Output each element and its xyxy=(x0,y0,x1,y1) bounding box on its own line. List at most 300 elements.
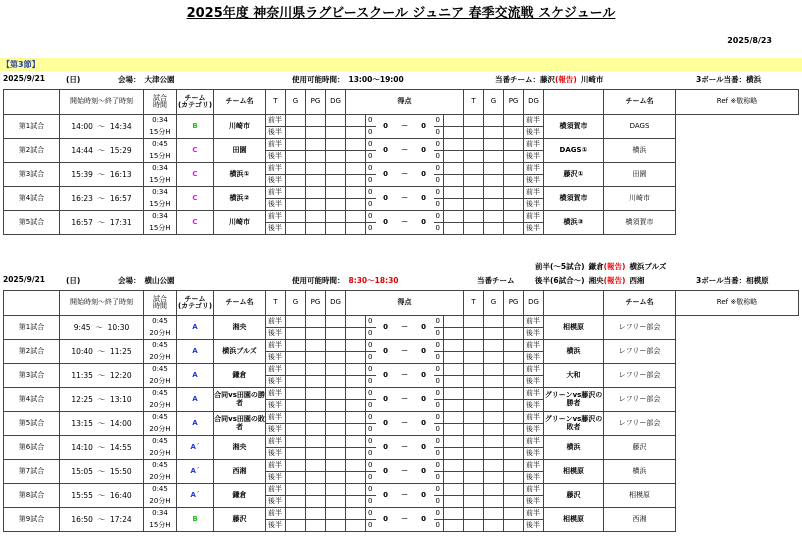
stat-cell xyxy=(326,352,346,364)
stat-cell xyxy=(326,211,346,223)
stat-cell xyxy=(484,328,504,340)
stat-cell xyxy=(326,316,346,328)
match-row xyxy=(4,364,799,376)
stat-cell xyxy=(346,484,366,496)
home-team: 横浜ブルズ xyxy=(214,340,266,364)
stat-cell xyxy=(346,139,366,151)
stat-cell xyxy=(484,115,504,127)
away-second-half-score: 0 xyxy=(434,223,444,235)
referee: 西湘 xyxy=(604,508,676,532)
away-first-half-score: 0 xyxy=(434,460,444,472)
first-half-label: 前半 xyxy=(266,436,286,448)
home-second-half-score: 0 xyxy=(366,448,376,460)
second-half-label: 後半 xyxy=(266,520,286,532)
stat-cell xyxy=(504,127,524,139)
second-half-label: 後半 xyxy=(266,175,286,187)
stat-cell xyxy=(504,424,524,436)
header-dg: DG xyxy=(326,291,346,316)
home-score: 0 xyxy=(376,460,396,484)
stat-cell xyxy=(326,520,346,532)
away-second-half-score: 0 xyxy=(434,175,444,187)
away-second-half-score: 0 xyxy=(434,376,444,388)
match-half-length: 15分H xyxy=(144,199,177,211)
stat-cell xyxy=(504,400,524,412)
score-dash: － xyxy=(396,388,414,412)
stat-cell xyxy=(444,139,464,151)
away-second-half-score: 0 xyxy=(434,448,444,460)
score-dash: － xyxy=(396,115,414,139)
match-number: 第7試合 xyxy=(4,460,60,484)
header-pg: PG xyxy=(504,90,524,115)
stat-cell xyxy=(464,151,484,163)
referee: レフリー部会 xyxy=(604,412,676,436)
home-first-half-score: 0 xyxy=(366,115,376,127)
second-half-label: 後半 xyxy=(266,424,286,436)
stat-cell xyxy=(306,199,326,211)
home-second-half-score: 0 xyxy=(366,352,376,364)
referee: レフリー部会 xyxy=(604,340,676,364)
stat-cell xyxy=(464,199,484,211)
match-number: 第8試合 xyxy=(4,484,60,508)
stat-cell xyxy=(346,436,366,448)
second-half-label: 後半 xyxy=(524,223,544,235)
first-half-label: 前半 xyxy=(524,412,544,424)
stat-cell xyxy=(346,352,366,364)
stat-cell xyxy=(484,187,504,199)
stat-cell xyxy=(326,163,346,175)
stat-cell xyxy=(504,223,524,235)
stat-cell xyxy=(286,520,306,532)
page-title: 2025年度 神奈川県ラグビースクール ジュニア 春季交流戦 スケジュール xyxy=(186,6,616,21)
stat-cell xyxy=(464,352,484,364)
away-first-half-score: 0 xyxy=(434,364,444,376)
home-score: 0 xyxy=(376,412,396,436)
stat-cell xyxy=(306,163,326,175)
match-row xyxy=(4,460,799,472)
stat-cell xyxy=(326,412,346,424)
stat-cell xyxy=(346,448,366,460)
stat-cell xyxy=(464,328,484,340)
match-time: 12:25 ～ 13:10 xyxy=(60,388,144,412)
match-half-length: 15分H xyxy=(144,223,177,235)
stat-cell xyxy=(306,127,326,139)
stat-cell xyxy=(484,163,504,175)
stat-cell xyxy=(286,448,306,460)
away-score: 0 xyxy=(414,508,434,532)
away-first-half-score: 0 xyxy=(434,508,444,520)
stat-cell xyxy=(444,400,464,412)
match-time: 15:55 ～ 16:40 xyxy=(60,484,144,508)
home-first-half-score: 0 xyxy=(366,187,376,199)
block1-duty: 当番チーム：藤沢(報告) 川崎市 xyxy=(495,75,604,84)
header-team-name: チーム名 xyxy=(604,90,676,115)
away-second-half-score: 0 xyxy=(434,328,444,340)
stat-cell xyxy=(326,139,346,151)
block1-day: (日) xyxy=(66,75,81,84)
stat-cell xyxy=(444,352,464,364)
away-team: 相模原 xyxy=(544,508,604,532)
schedule-table-2 xyxy=(3,290,799,532)
stat-cell xyxy=(346,400,366,412)
stat-cell xyxy=(326,376,346,388)
stat-cell xyxy=(464,448,484,460)
away-first-half-score: 0 xyxy=(434,412,444,424)
stat-cell xyxy=(286,328,306,340)
home-second-half-score: 0 xyxy=(366,199,376,211)
home-team: 鎌倉 xyxy=(214,484,266,508)
match-category: B xyxy=(177,115,214,139)
stat-cell xyxy=(484,460,504,472)
stat-cell xyxy=(464,484,484,496)
stat-cell xyxy=(346,115,366,127)
stat-cell xyxy=(346,211,366,223)
stat-cell xyxy=(306,376,326,388)
away-second-half-score: 0 xyxy=(434,424,444,436)
second-half-label: 後半 xyxy=(524,496,544,508)
match-row xyxy=(4,211,799,223)
header-duration: 試合 時間 xyxy=(144,90,177,115)
home-first-half-score: 0 xyxy=(366,388,376,400)
score-dash: － xyxy=(396,412,414,436)
stat-cell xyxy=(346,151,366,163)
second-half-label: 後半 xyxy=(524,520,544,532)
away-score: 0 xyxy=(414,115,434,139)
stat-cell xyxy=(484,472,504,484)
referee: レフリー部会 xyxy=(604,388,676,412)
home-team: 藤沢 xyxy=(214,508,266,532)
stat-cell xyxy=(504,316,524,328)
away-second-half-score: 0 xyxy=(434,472,444,484)
stat-cell xyxy=(484,436,504,448)
match-number: 第5試合 xyxy=(4,412,60,436)
stat-cell xyxy=(306,139,326,151)
stat-cell xyxy=(504,364,524,376)
first-half-label: 前半 xyxy=(524,508,544,520)
away-second-half-score: 0 xyxy=(434,127,444,139)
away-first-half-score: 0 xyxy=(434,340,444,352)
stat-cell xyxy=(444,211,464,223)
stat-cell xyxy=(484,175,504,187)
stat-cell xyxy=(306,151,326,163)
referee: 横浜 xyxy=(604,460,676,484)
stat-cell xyxy=(346,223,366,235)
stat-cell xyxy=(484,388,504,400)
score-dash: － xyxy=(396,364,414,388)
stat-cell xyxy=(306,187,326,199)
first-half-label: 前半 xyxy=(266,460,286,472)
stat-cell xyxy=(306,223,326,235)
away-first-half-score: 0 xyxy=(434,211,444,223)
match-half-length: 20分H xyxy=(144,328,177,340)
stat-cell xyxy=(286,139,306,151)
stat-cell xyxy=(484,364,504,376)
stat-cell xyxy=(504,115,524,127)
stat-cell xyxy=(504,484,524,496)
stat-cell xyxy=(444,115,464,127)
match-number: 第6試合 xyxy=(4,436,60,460)
first-half-label: 前半 xyxy=(266,412,286,424)
stat-cell xyxy=(306,388,326,400)
block1-ball-duty: 3ボール当番：横浜 xyxy=(696,75,762,84)
stat-cell xyxy=(464,115,484,127)
match-row xyxy=(4,508,799,520)
stat-cell xyxy=(464,340,484,352)
home-team: 田園 xyxy=(214,139,266,163)
match-time: 16:23 ～ 16:57 xyxy=(60,187,144,211)
stat-cell xyxy=(444,199,464,211)
stat-cell xyxy=(346,163,366,175)
away-score: 0 xyxy=(414,211,434,235)
stat-cell xyxy=(464,508,484,520)
second-half-label: 後半 xyxy=(524,127,544,139)
match-half-length: 20分H xyxy=(144,472,177,484)
referee: レフリー部会 xyxy=(604,316,676,340)
away-first-half-score: 0 xyxy=(434,187,444,199)
block1-hours: 使用可能時間： 13:00～19:00 xyxy=(292,75,404,84)
match-number: 第2試合 xyxy=(4,340,60,364)
stat-cell xyxy=(286,400,306,412)
away-second-half-score: 0 xyxy=(434,496,444,508)
header-t: T xyxy=(266,291,286,316)
stat-cell xyxy=(444,364,464,376)
match-category: A xyxy=(177,388,214,412)
match-row xyxy=(4,187,799,199)
away-team: 横浜 xyxy=(544,340,604,364)
stat-cell xyxy=(306,484,326,496)
home-team: 西湘 xyxy=(214,460,266,484)
match-time: 9:45 ～ 10:30 xyxy=(60,316,144,340)
stat-cell xyxy=(444,328,464,340)
home-first-half-score: 0 xyxy=(366,316,376,328)
home-second-half-score: 0 xyxy=(366,472,376,484)
second-half-label: 後半 xyxy=(266,352,286,364)
stat-cell xyxy=(326,127,346,139)
stat-cell xyxy=(464,520,484,532)
away-team: DAGS① xyxy=(544,139,604,163)
stat-cell xyxy=(326,508,346,520)
match-row xyxy=(4,412,799,424)
stat-cell xyxy=(504,151,524,163)
second-half-label: 後半 xyxy=(524,448,544,460)
home-team: 横浜② xyxy=(214,187,266,211)
stat-cell xyxy=(444,316,464,328)
stat-cell xyxy=(444,520,464,532)
stat-cell xyxy=(306,472,326,484)
away-team: 横浜 xyxy=(544,436,604,460)
stat-cell xyxy=(306,412,326,424)
match-number: 第3試合 xyxy=(4,163,60,187)
home-score: 0 xyxy=(376,163,396,187)
header-team-name: チーム名 xyxy=(214,90,266,115)
stat-cell xyxy=(346,508,366,520)
home-first-half-score: 0 xyxy=(366,412,376,424)
stat-cell xyxy=(484,484,504,496)
match-half-length: 15分H xyxy=(144,151,177,163)
stat-cell xyxy=(346,472,366,484)
match-number: 第1試合 xyxy=(4,316,60,340)
home-team: 横浜① xyxy=(214,163,266,187)
home-second-half-score: 0 xyxy=(366,496,376,508)
stat-cell xyxy=(286,199,306,211)
stat-cell xyxy=(286,376,306,388)
away-score: 0 xyxy=(414,163,434,187)
away-score: 0 xyxy=(414,484,434,508)
block2-ball-duty: 3ボール当番：相模原 xyxy=(696,276,769,285)
match-row xyxy=(4,316,799,328)
stat-cell xyxy=(444,388,464,400)
away-score: 0 xyxy=(414,187,434,211)
match-time: 11:35 ～ 12:20 xyxy=(60,364,144,388)
home-team: 川崎市 xyxy=(214,115,266,139)
stat-cell xyxy=(464,424,484,436)
stat-cell xyxy=(444,175,464,187)
stat-cell xyxy=(326,175,346,187)
stat-cell xyxy=(464,460,484,472)
home-team: 川崎市 xyxy=(214,211,266,235)
match-category: C xyxy=(177,187,214,211)
match-row xyxy=(4,163,799,175)
match-duration: 0:45 xyxy=(144,484,177,496)
stat-cell xyxy=(484,376,504,388)
match-category: C xyxy=(177,211,214,235)
header-g: G xyxy=(286,90,306,115)
match-number: 第5試合 xyxy=(4,211,60,235)
stat-cell xyxy=(326,460,346,472)
match-half-length: 15分H xyxy=(144,127,177,139)
home-second-half-score: 0 xyxy=(366,151,376,163)
header-team-name: チーム名 xyxy=(604,291,676,316)
away-score: 0 xyxy=(414,364,434,388)
home-first-half-score: 0 xyxy=(366,460,376,472)
away-first-half-score: 0 xyxy=(434,436,444,448)
stat-cell xyxy=(484,400,504,412)
match-category: A xyxy=(177,340,214,364)
stat-cell xyxy=(306,364,326,376)
header-dg: DG xyxy=(524,291,544,316)
match-number: 第4試合 xyxy=(4,388,60,412)
stat-cell xyxy=(464,436,484,448)
match-time: 15:05 ～ 15:50 xyxy=(60,460,144,484)
away-score: 0 xyxy=(414,139,434,163)
block2-duty-line-b: 後半(6試合～) 湘央(報告) 西湘 xyxy=(535,276,645,285)
referee: 川崎市 xyxy=(604,187,676,211)
match-category: A xyxy=(177,316,214,340)
header-ref: Ref ※敬称略 xyxy=(676,291,799,316)
stat-cell xyxy=(306,400,326,412)
score-dash: － xyxy=(396,187,414,211)
match-number: 第4試合 xyxy=(4,187,60,211)
second-half-label: 後半 xyxy=(266,496,286,508)
stat-cell xyxy=(306,496,326,508)
stat-cell xyxy=(504,187,524,199)
match-duration: 0:45 xyxy=(144,364,177,376)
block2-duty-label: 当番チーム xyxy=(477,276,515,285)
header-dg: DG xyxy=(524,90,544,115)
referee: 藤沢 xyxy=(604,436,676,460)
first-half-label: 前半 xyxy=(266,508,286,520)
home-score: 0 xyxy=(376,364,396,388)
match-category: C xyxy=(177,139,214,163)
home-second-half-score: 0 xyxy=(366,328,376,340)
header-category: チーム (カテゴリ) xyxy=(177,291,214,316)
stat-cell xyxy=(346,520,366,532)
away-team: 藤沢 xyxy=(544,484,604,508)
away-first-half-score: 0 xyxy=(434,139,444,151)
stat-cell xyxy=(444,376,464,388)
home-team: 鎌倉 xyxy=(214,364,266,388)
stat-cell xyxy=(306,328,326,340)
stat-cell xyxy=(286,412,306,424)
block2-hours: 使用可能時間： 8:30～18:30 xyxy=(292,276,399,285)
block2-day: (日) xyxy=(66,276,81,285)
first-half-label: 前半 xyxy=(266,211,286,223)
first-half-label: 前半 xyxy=(524,484,544,496)
stat-cell xyxy=(484,448,504,460)
first-half-label: 前半 xyxy=(266,340,286,352)
stat-cell xyxy=(286,364,306,376)
match-half-length: 20分H xyxy=(144,448,177,460)
away-first-half-score: 0 xyxy=(434,388,444,400)
home-score: 0 xyxy=(376,388,396,412)
first-half-label: 前半 xyxy=(524,436,544,448)
match-half-length: 20分H xyxy=(144,424,177,436)
stat-cell xyxy=(346,340,366,352)
stat-cell xyxy=(484,316,504,328)
home-second-half-score: 0 xyxy=(366,520,376,532)
match-duration: 0:34 xyxy=(144,508,177,520)
away-second-half-score: 0 xyxy=(434,199,444,211)
stat-cell xyxy=(346,175,366,187)
stat-cell xyxy=(346,127,366,139)
first-half-label: 前半 xyxy=(524,163,544,175)
header-category: チーム (カテゴリ) xyxy=(177,90,214,115)
second-half-label: 後半 xyxy=(266,328,286,340)
away-team: 横須賀市 xyxy=(544,187,604,211)
stat-cell xyxy=(464,163,484,175)
stat-cell xyxy=(504,508,524,520)
stat-cell xyxy=(504,328,524,340)
match-category: B xyxy=(177,508,214,532)
match-time: 16:57 ～ 17:31 xyxy=(60,211,144,235)
stat-cell xyxy=(484,223,504,235)
match-duration: 0:45 xyxy=(144,139,177,151)
match-half-length: 15分H xyxy=(144,175,177,187)
match-row xyxy=(4,340,799,352)
stat-cell xyxy=(464,211,484,223)
stat-cell xyxy=(504,472,524,484)
stat-cell xyxy=(444,412,464,424)
away-team: グリーンvs藤沢の勝者 xyxy=(544,388,604,412)
second-half-label: 後半 xyxy=(524,175,544,187)
score-dash: － xyxy=(396,340,414,364)
home-team: 湘央 xyxy=(214,316,266,340)
stat-cell xyxy=(326,223,346,235)
first-half-label: 前半 xyxy=(266,316,286,328)
match-time: 14:00 ～ 14:34 xyxy=(60,115,144,139)
match-half-length: 20分H xyxy=(144,496,177,508)
score-dash: － xyxy=(396,436,414,460)
stat-cell xyxy=(286,187,306,199)
block1-venue: 会場： 大津公園 xyxy=(118,75,175,84)
match-time: 13:15 ～ 14:00 xyxy=(60,412,144,436)
stat-cell xyxy=(444,436,464,448)
stat-cell xyxy=(346,328,366,340)
match-duration: 0:45 xyxy=(144,460,177,472)
home-score: 0 xyxy=(376,211,396,235)
match-duration: 0:34 xyxy=(144,211,177,223)
match-number: 第9試合 xyxy=(4,508,60,532)
stat-cell xyxy=(286,460,306,472)
